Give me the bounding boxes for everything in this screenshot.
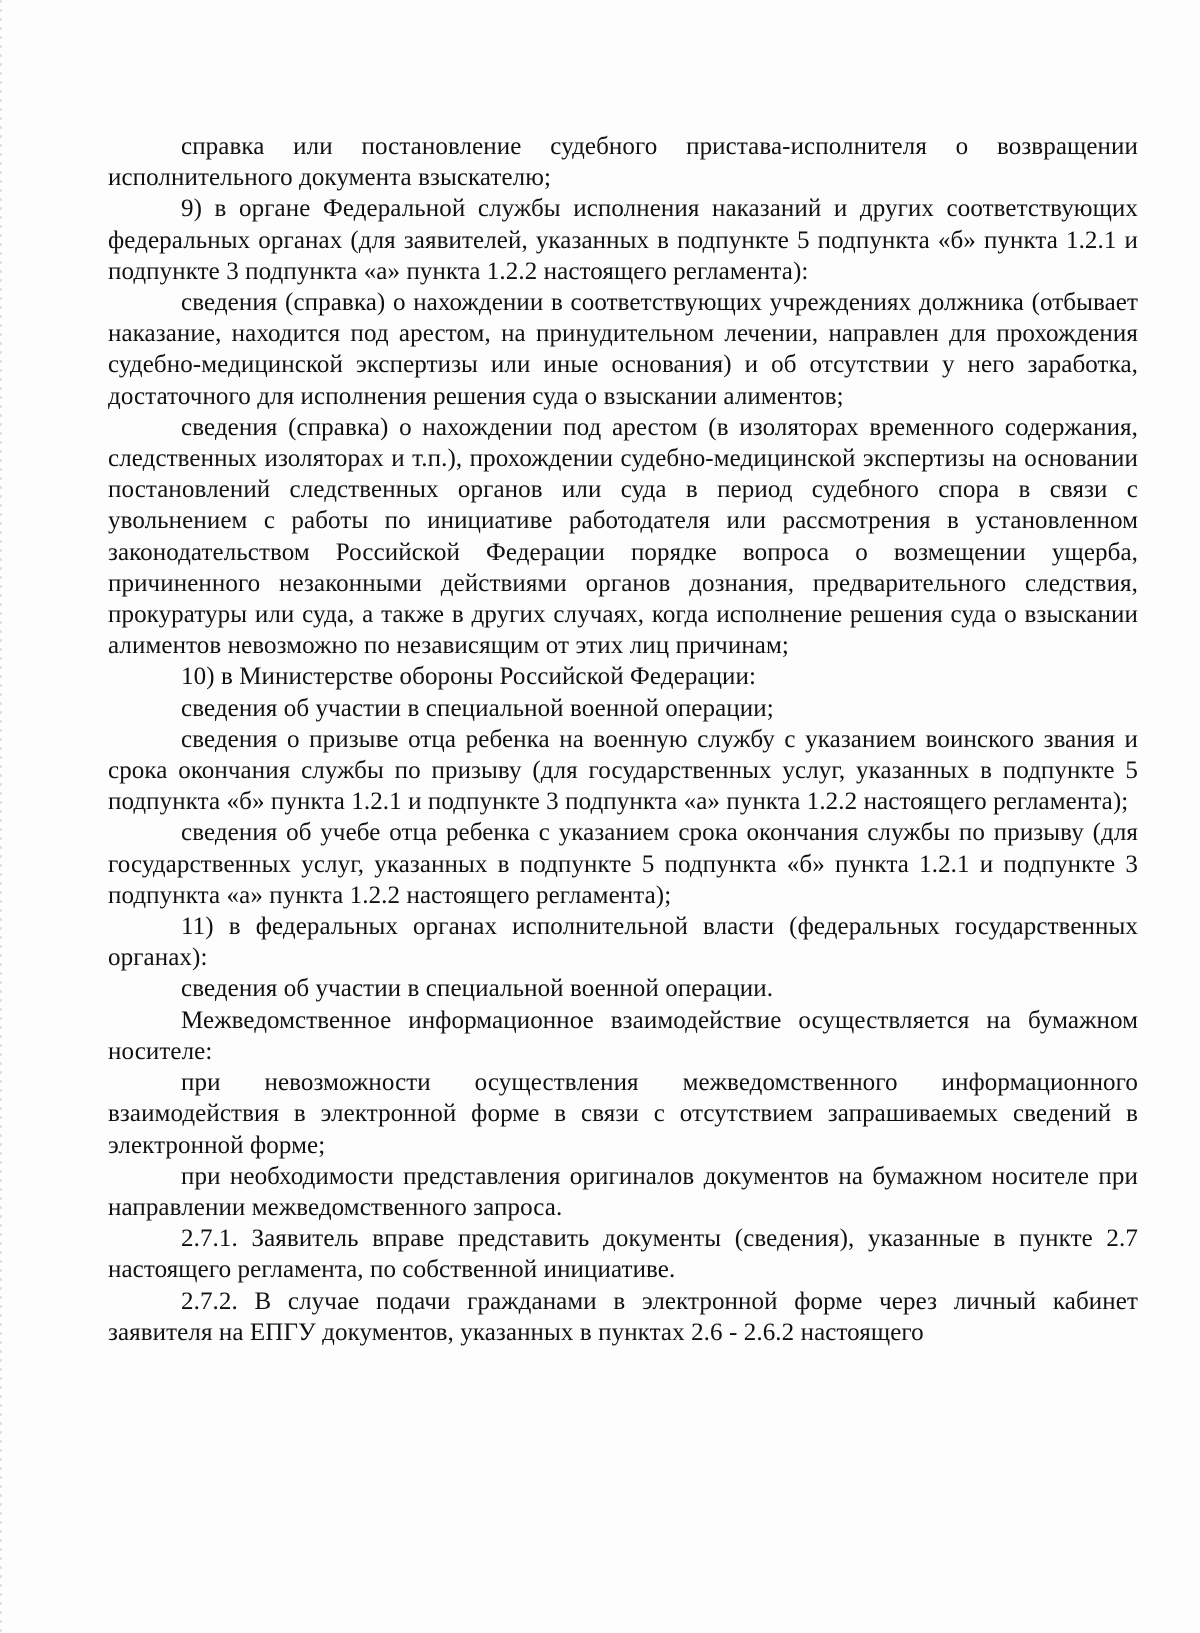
paragraph-1: справка или постановление судебного пристава-исполнителя о возвращении исполнительного документа взыскателю; <box>108 133 1138 192</box>
paragraph-3: сведения (справка) о нахождении в соответствующих учреждениях должника (отбывает наказание, находится под арестом, на принудительном лечении, направлен для прохождения судебно-медицинской экспертизы или иные основания) и об отсутствии у него заработка, достаточного для исполнения решения суда о взыскании алиментов; <box>108 289 1138 410</box>
scan-edge <box>0 0 2 1633</box>
paragraph-6: сведения об участии в специальной военной операции; <box>181 694 774 722</box>
paragraph-10: сведения об участии в специальной военной операции. <box>181 975 774 1003</box>
paragraph-7: сведения о призыве отца ребенка на военную службу с указанием воинского звания и срока окончания службы по призыву (для государственных услуг, указанных в подпункте 5 подпункта «б» пункта 1.2.1 и подпункте 3 подпункта «а» пункта 1.2.2 настоящего регламента); <box>108 725 1138 816</box>
paragraph-13: при необходимости представления оригиналов документов на бумажном носителе при направлении межведомственного запроса. <box>108 1162 1138 1221</box>
paragraph-14: 2.7.1. Заявитель вправе представить документы (сведения), указанные в пункте 2.7 настоящего регламента, по собственной инициативе. <box>108 1225 1138 1284</box>
paragraph-9: 11) в федеральных органах исполнительной власти (федеральных государственных органах): <box>108 913 1138 972</box>
paragraph-5: 10) в Министерстве обороны Российской Федерации: <box>181 663 757 691</box>
paragraph-2: 9) в органе Федеральной службы исполнения наказаний и других соответствующих федеральных органах (для заявителей, указанных в подпункте 5 подпункта «б» пункта 1.2.1 и подпункте 3 подпункта «а» пункта 1.2.2 настоящего регламента): <box>108 195 1138 285</box>
document-body <box>108 131 1138 1348</box>
paragraph-4: сведения (справка) о нахождении под арестом (в изоляторах временного содержания, следственных изоляторах и т.п.), прохождении судебно-медицинской экспертизы на основании постановлений следственных органов или суда в период судебного спора в связи с увольнением с работы по инициативе работодателя или рассмотрения в установленном законодательством Российской Федерации порядке вопроса о возмещении ущерба, причиненного незаконными действиями органов дознания, предварительного следствия, прокуратуры или суда, а также в других случаях, когда исполнение решения суда о взыскании алиментов невозможно по независящим от этих лиц причинам; <box>108 413 1138 660</box>
paragraph-11: Межведомственное информационное взаимодействие осуществляется на бумажном носителе: <box>108 1006 1138 1065</box>
paragraph-8: сведения об учебе отца ребенка с указанием срока окончания службы по призыву (для государственных услуг, указанных в подпункте 5 подпункта «б» пункта 1.2.1 и подпункте 3 подпункта «а» пункта 1.2.2 настоящего регламента); <box>108 819 1138 909</box>
paragraph-12: при невозможности осуществления межведомственного информационного взаимодействия в электронной форме в связи с отсутствием запрашиваемых сведений в электронной форме; <box>108 1069 1138 1159</box>
paragraph-15: 2.7.2. В случае подачи гражданами в электронной форме через личный кабинет заявителя на ЕПГУ документов, указанных в пунктах 2.6 - 2.6.2 настоящего <box>108 1287 1138 1346</box>
